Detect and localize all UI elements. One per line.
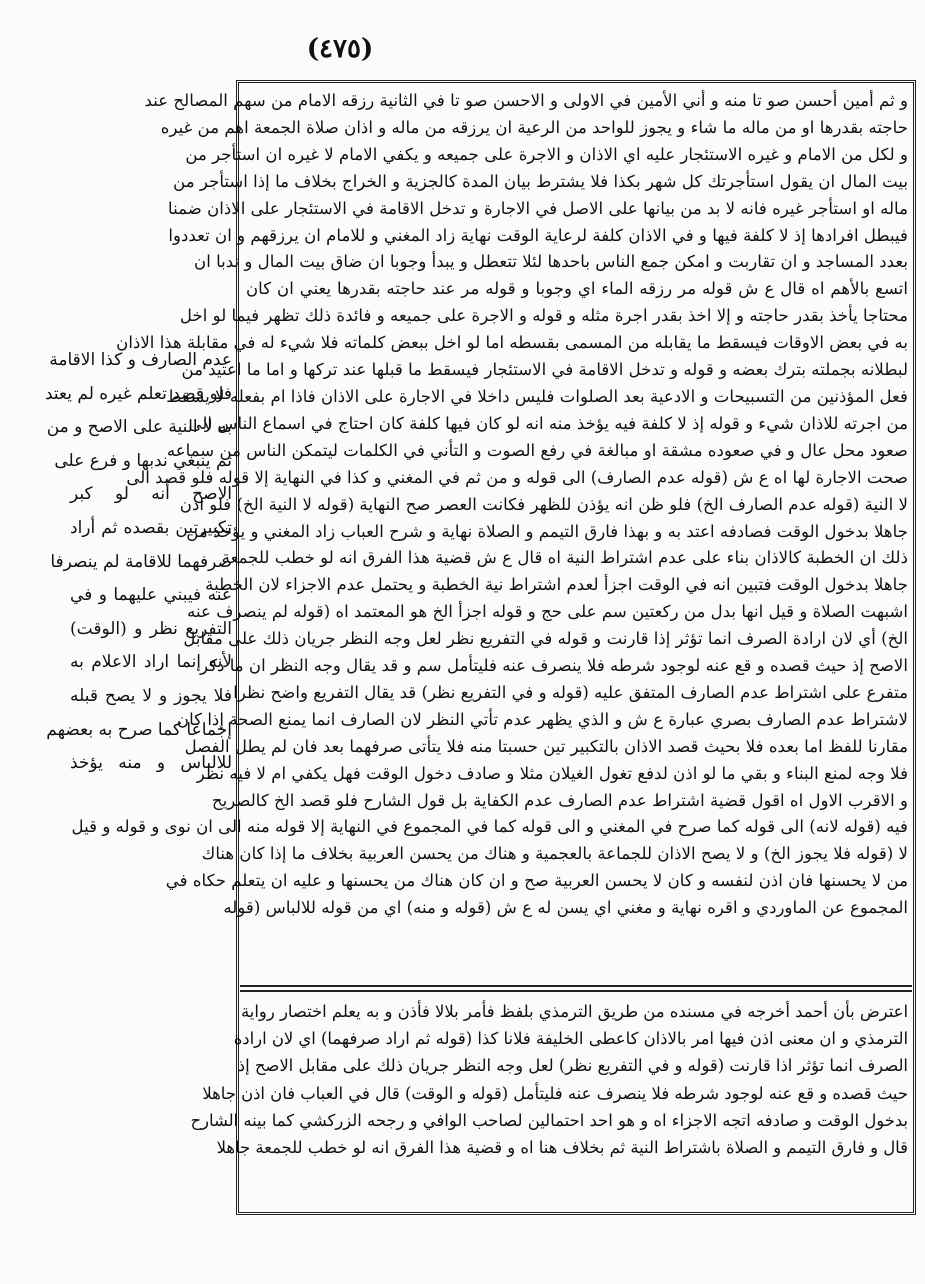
footnote-separator-rule [240, 985, 912, 987]
footnote-text [190, 998, 908, 1208]
margin-line: فلا يجوز و لا يصح قبله [70, 685, 232, 706]
commentary-line: المجموع عن الماوردي و اقره نهاية و مغني اي يسن له ع ش (قوله و منه) اي من قوله للالباس (قوله [223, 898, 908, 918]
footnote-line: بدخول الوقت و صادفه اتجه الاجزاء اه و هو احد احتمالين لصاحب الوافي و رجحه الزركشي كما بينه الشارح [190, 1110, 908, 1130]
commentary-line: و ثم أمين أحسن صو تا منه و أني الأمين في الاولى و الاحسن صو تا في الثانية رزقه الامام من سهم المصالح عند [144, 91, 908, 110]
commentary-line: محتاجا يأخذ بقدر حاجته و إلا اخذ بقدر اجرة مثله و قوله و الاجرة على جميعه و فائدة ذلك تظهر فيما لو اخل [179, 306, 908, 326]
footnote-line: الترمذي و ان معنى اذن فيها امر بالاذان كاعطى الخليفة فلانا كذا (قوله ثم اراد صرفهما) اي لان ارادة [233, 1029, 908, 1049]
margin-line: عنه فيبني عليهما و في [70, 585, 232, 606]
commentary-line: حاجته بقدرها او من ماله ما شاء و يجوز للواحد من الرعية ان يرزقه من ماله و اذان صلاة الجمعة اهم من غيره [160, 117, 908, 137]
commentary-line: ذلك ان الخطبة كالاذان بناء على عدم اشتراط النية اه قال ع ش قضية هذا الفرق انه لو خطب للجمعة [221, 548, 908, 568]
footnote-line: قال و فارق التيمم و الصلاة باشتراط النية ثم بخلاف هنا اه و قضية هذا الفرق انه لو خطب للجمعة جاهلا [216, 1138, 908, 1158]
commentary-line: مقارنا للفظ اما بعده فلا بحيث قصد الاذان بالتكبير تين حسبتا منه فلا يتأتى صرفهما بعد فان لم يطل الفصل [184, 736, 908, 756]
footnote-line: اعترض بأن أحمد أخرجه في مسنده من طريق الترمذي بلفظ فأمر بلالا فأذن و به يعلم اختصار رواية [241, 1002, 908, 1021]
commentary-line: لا النية (قوله عدم الصارف الخ) فلو ظن انه يؤذن للظهر فكانت العصر صح النهاية (قوله لا النية الخ) فلو اذن [179, 494, 908, 514]
commentary-line: و لكل من الامام و غيره الاستئجار عليه اي الاذان و الاجرة على جميعه و يكفي الامام لا غيره ان استأجر من [185, 144, 908, 164]
commentary-line: لا (قوله فلا يجوز الخ) و لا يصح الاذان للجماعة بالعجمية و هناك من يحسن العربية بخلاف ما إذا كان هناك [201, 844, 908, 864]
commentary-line: و الاقرب الاول اه اقول قضية اشتراط عدم الصارف عدم الكفاية بل قول الشارح فلو قصد الخ كالصريح [211, 790, 908, 810]
commentary-line: فيبطل افرادها إذ لا كلفة فيها و في الاذان كلفة لرعاية الوقت نهاية زاد المغني و للامام ان يرزقهم و ان تعددوا [168, 225, 908, 245]
commentary-line: فعل المؤذنين من التسبيحات و الادعية بعد الصلوات فليس داخلا في الاجارة على الاذان فاذا ام بفعله لا يسقط [166, 386, 908, 406]
margin-line: ثم ينبغي ندبها و فرع على [54, 450, 232, 471]
commentary-line: لبطلانه بجملته بترك بعضه و قوله و تدخل الاقامة في الاستئجار فيسقط ما قبلها عند تركها و اما ما اعتيد من [181, 360, 908, 380]
commentary-line: صحت الاجارة لها اه ع ش (قوله عدم الصارف) الى قوله و من ثم في المغني و كذا في النهاية إلا قوله فلو قصد الى [126, 467, 908, 487]
footnote-line: حيث قصده و قع عنه لوجود شرطه فلا ينصرف عنه فليتأمل (قوله و الوقت) قال في العباب فان اذن جاهلا [202, 1083, 908, 1103]
commentary-line: بيت المال ان يقول استأجرتك كل شهر بكذا فلا يشترط بيان المدة كالجزية و الخراج بخلاف ما إذا استأجر من [173, 171, 908, 191]
commentary-line: جاهلا بدخول الوقت فتبين انه في الوقت اجزأ لعدم اشتراط نية الخطبة و يحتمل عدم الاجزاء لان الخطبة [205, 575, 908, 595]
margin-line: التفريع نظر و (الوقت) [70, 618, 232, 639]
margin-line: للالباس و منه يؤخذ [70, 753, 232, 774]
commentary-line: اشبهت الصلاة و قيل انها بدل من ركعتين سم على حج و قوله اجزأ الخ هو المعتمد اه (قوله لم ينصرف عنه [187, 602, 908, 622]
margin-line: تكبيرتين بقصده ثم أراد [70, 517, 232, 538]
margin-line: لأنه إنما اراد الاعلام به [70, 652, 232, 673]
page-number: (٤٧٥) [306, 34, 374, 64]
commentary-line: من لا يحسنها فان اذن لنفسه و كان لا يحسن العربية صح و ان كان هناك من يحسنها و عليه ان يتعلم حكاه في [165, 871, 908, 891]
commentary-line: الاصح إذ حيث قصده و قع عنه لوجود شرطه فلا ينصرف عنه فليتأمل سم و قد يقال وجه النظر ان ما ذكر [199, 656, 908, 676]
margin-matn-text [44, 344, 232, 814]
commentary-line: جاهلا بدخول الوقت فصادفه اعتد به و بهذا فارق التيمم و الصلاة نهاية و شرح العباب زاد المغني و يؤخذ من [186, 521, 908, 541]
commentary-line: متفرع على اشتراط عدم الصارف المتفق عليه (قوله و في التفريع نظر) قد يقال التفريع واضح نظرا [233, 682, 908, 702]
commentary-line: ماله او استأجر غيره فانه لا بد من بيانها على الاصل في الاجارة و تدخل الاقامة في الاستئجار على الاذان ضمنا [168, 198, 908, 218]
margin-line: إجماعا كما صرح به بعضهم [46, 719, 232, 740]
commentary-line: من اجرته للاذان شيء و قوله إذ لا كلفة فيه يؤخذ منه انه لو كان فيها كلفة كان احتاج في اسماع الناس الى [188, 413, 908, 433]
footnote-line: الصرف انما تؤثر اذا قارنت (قوله و في التفريع نظر) لعل وجه النظر جريان ذلك على مقابل الاصح إذ [237, 1056, 908, 1076]
margin-line: فلو قصد تعلم غيره لم يعتد [44, 383, 232, 404]
margin-line: عدم الصارف و كذا الاقامة [49, 350, 232, 370]
commentary-line: فلا وجه لمنع البناء و بقي ما لو اذن لدفع تغول الغيلان مثلا و صادف دخول الوقت فهل يكفي ام لا فيه نظر [196, 763, 908, 783]
commentary-line: اتسع بالأهم اه قال ع ش قوله مر رزقه الماء اي وجوبا و قوله مر عند حاجته بقدرها يعني ان كان [246, 279, 908, 299]
margin-line: صرفهما للاقامة لم ينصرفا [50, 551, 232, 572]
commentary-line: الخ) أي لان ارادة الصرف انما تؤثر إذا قارنت و قوله في التفريع نظر لعل وجه النظر جريان ذلك على مقابل [183, 629, 908, 649]
commentary-line: لاشتراط عدم الصارف بصري عبارة ع ش و الذي يظهر عدم تأتي النظر لان الصارف انما يمنع الصحة إذا كان [176, 709, 908, 729]
margin-line: الاصح أنه لو كبر [70, 484, 232, 505]
commentary-line: بعدد المساجد و ان تقاربت و امكن جمع الناس باحدها لئلا تتعطل و يبدأ وجوبا ان ضاق بيت المال و ندبا ان [194, 252, 908, 272]
commentary-line: به في بعض الاوقات فيسقط ما يقابله من المسمى بقسطه اما لو اخل ببعض كلماته فلا شيء له في مقابلة هذا الاذان [116, 333, 908, 353]
footnote-separator-rule-inner [240, 990, 912, 992]
commentary-line: صعود محل عال و في صعوده مشقة او مبالغة في رفع الصوت و التأني في الكلمات ليتمكن الناس من سماعه [166, 440, 908, 460]
commentary-line: فيه (قوله لانه) الى قوله كما صرح في المغني و الى قوله كما في المجموع في النهاية إلا قوله منه الى ان نوى و قوله و قيل [71, 817, 908, 837]
margin-line: به لا النية على الاصح و من [46, 417, 232, 438]
